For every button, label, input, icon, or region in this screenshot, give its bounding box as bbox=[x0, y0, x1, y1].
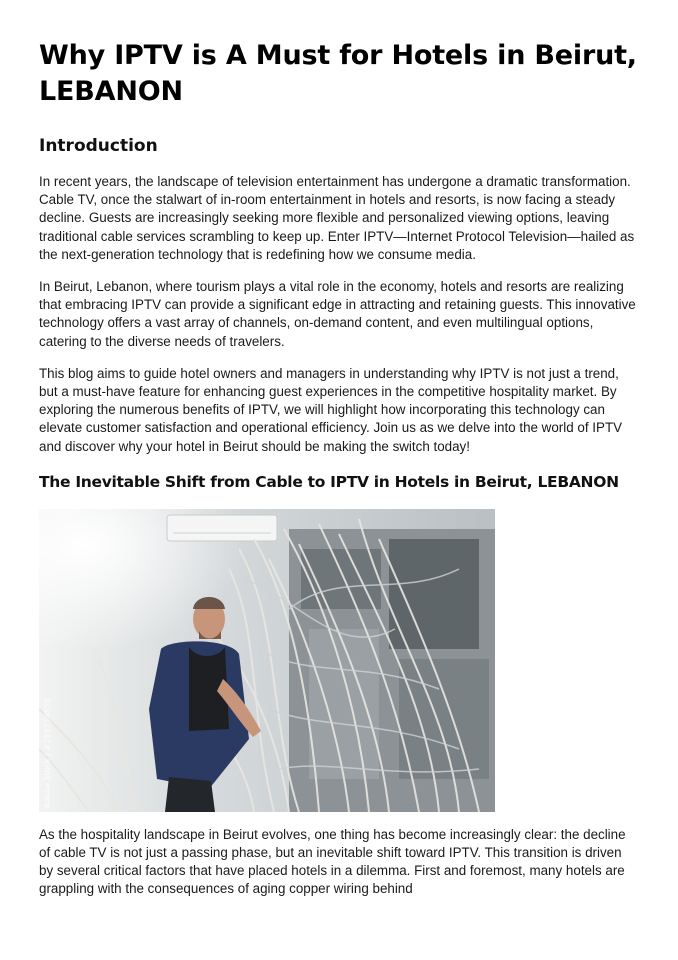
technician-server-room-photo bbox=[39, 509, 495, 812]
section-paragraph: As the hospitality landscape in Beirut evolves, one thing has become increasingly clear: the decline of cable TV is not just a passing phase, but an inevitable shift toward IPTV. This transition is driven by several critical factors that have placed hotels in a dilemma. First and foremost, many hotels are grappling with the consequences of aging copper wiring behind bbox=[39, 826, 626, 897]
document-page bbox=[39, 38, 639, 899]
photo-credit-watermark: Adobe Stock | #293758858 bbox=[43, 697, 52, 808]
photo-illustration bbox=[39, 509, 495, 812]
article-title: Why IPTV is A Must for Hotels in Beirut, LEBANON bbox=[39, 40, 637, 107]
section-heading: The Inevitable Shift from Cable to IPTV in Hotels in Beirut, LEBANON bbox=[39, 472, 619, 491]
intro-paragraph-2: In Beirut, Lebanon, where tourism plays a vital role in the economy, hotels and resorts are realizing that embracing IPTV can provide a significant edge in attracting and retaining guests. This innovative technology offers a vast array of channels, on-demand content, and even multilingual options, catering to the diverse needs of travelers. bbox=[39, 279, 636, 349]
introduction-heading: Introduction bbox=[39, 136, 158, 156]
intro-paragraph-1: In recent years, the landscape of television entertainment has undergone a dramatic transformation. Cable TV, once the stalwart of in-room entertainment in hotels and resorts, is now facing a steady decline. Guests are increasingly seeking more flexible and personalized viewing options, leaving traditional cable services scrambling to keep up. Enter IPTV—Internet Protocol Television—hailed as the next-generation technology that is redefining how we consume media. bbox=[39, 174, 635, 262]
intro-paragraph-3: This blog aims to guide hotel owners and managers in understanding why IPTV is not just a trend, but a must-have feature for enhancing guest experiences in the competitive hospitality market. By exploring the numerous benefits of IPTV, we will highlight how incorporating this technology can elevate customer satisfaction and operational efficiency. Join us as we delve into the world of IPTV and discover why your hotel in Beirut should be making the switch today! bbox=[39, 365, 623, 454]
